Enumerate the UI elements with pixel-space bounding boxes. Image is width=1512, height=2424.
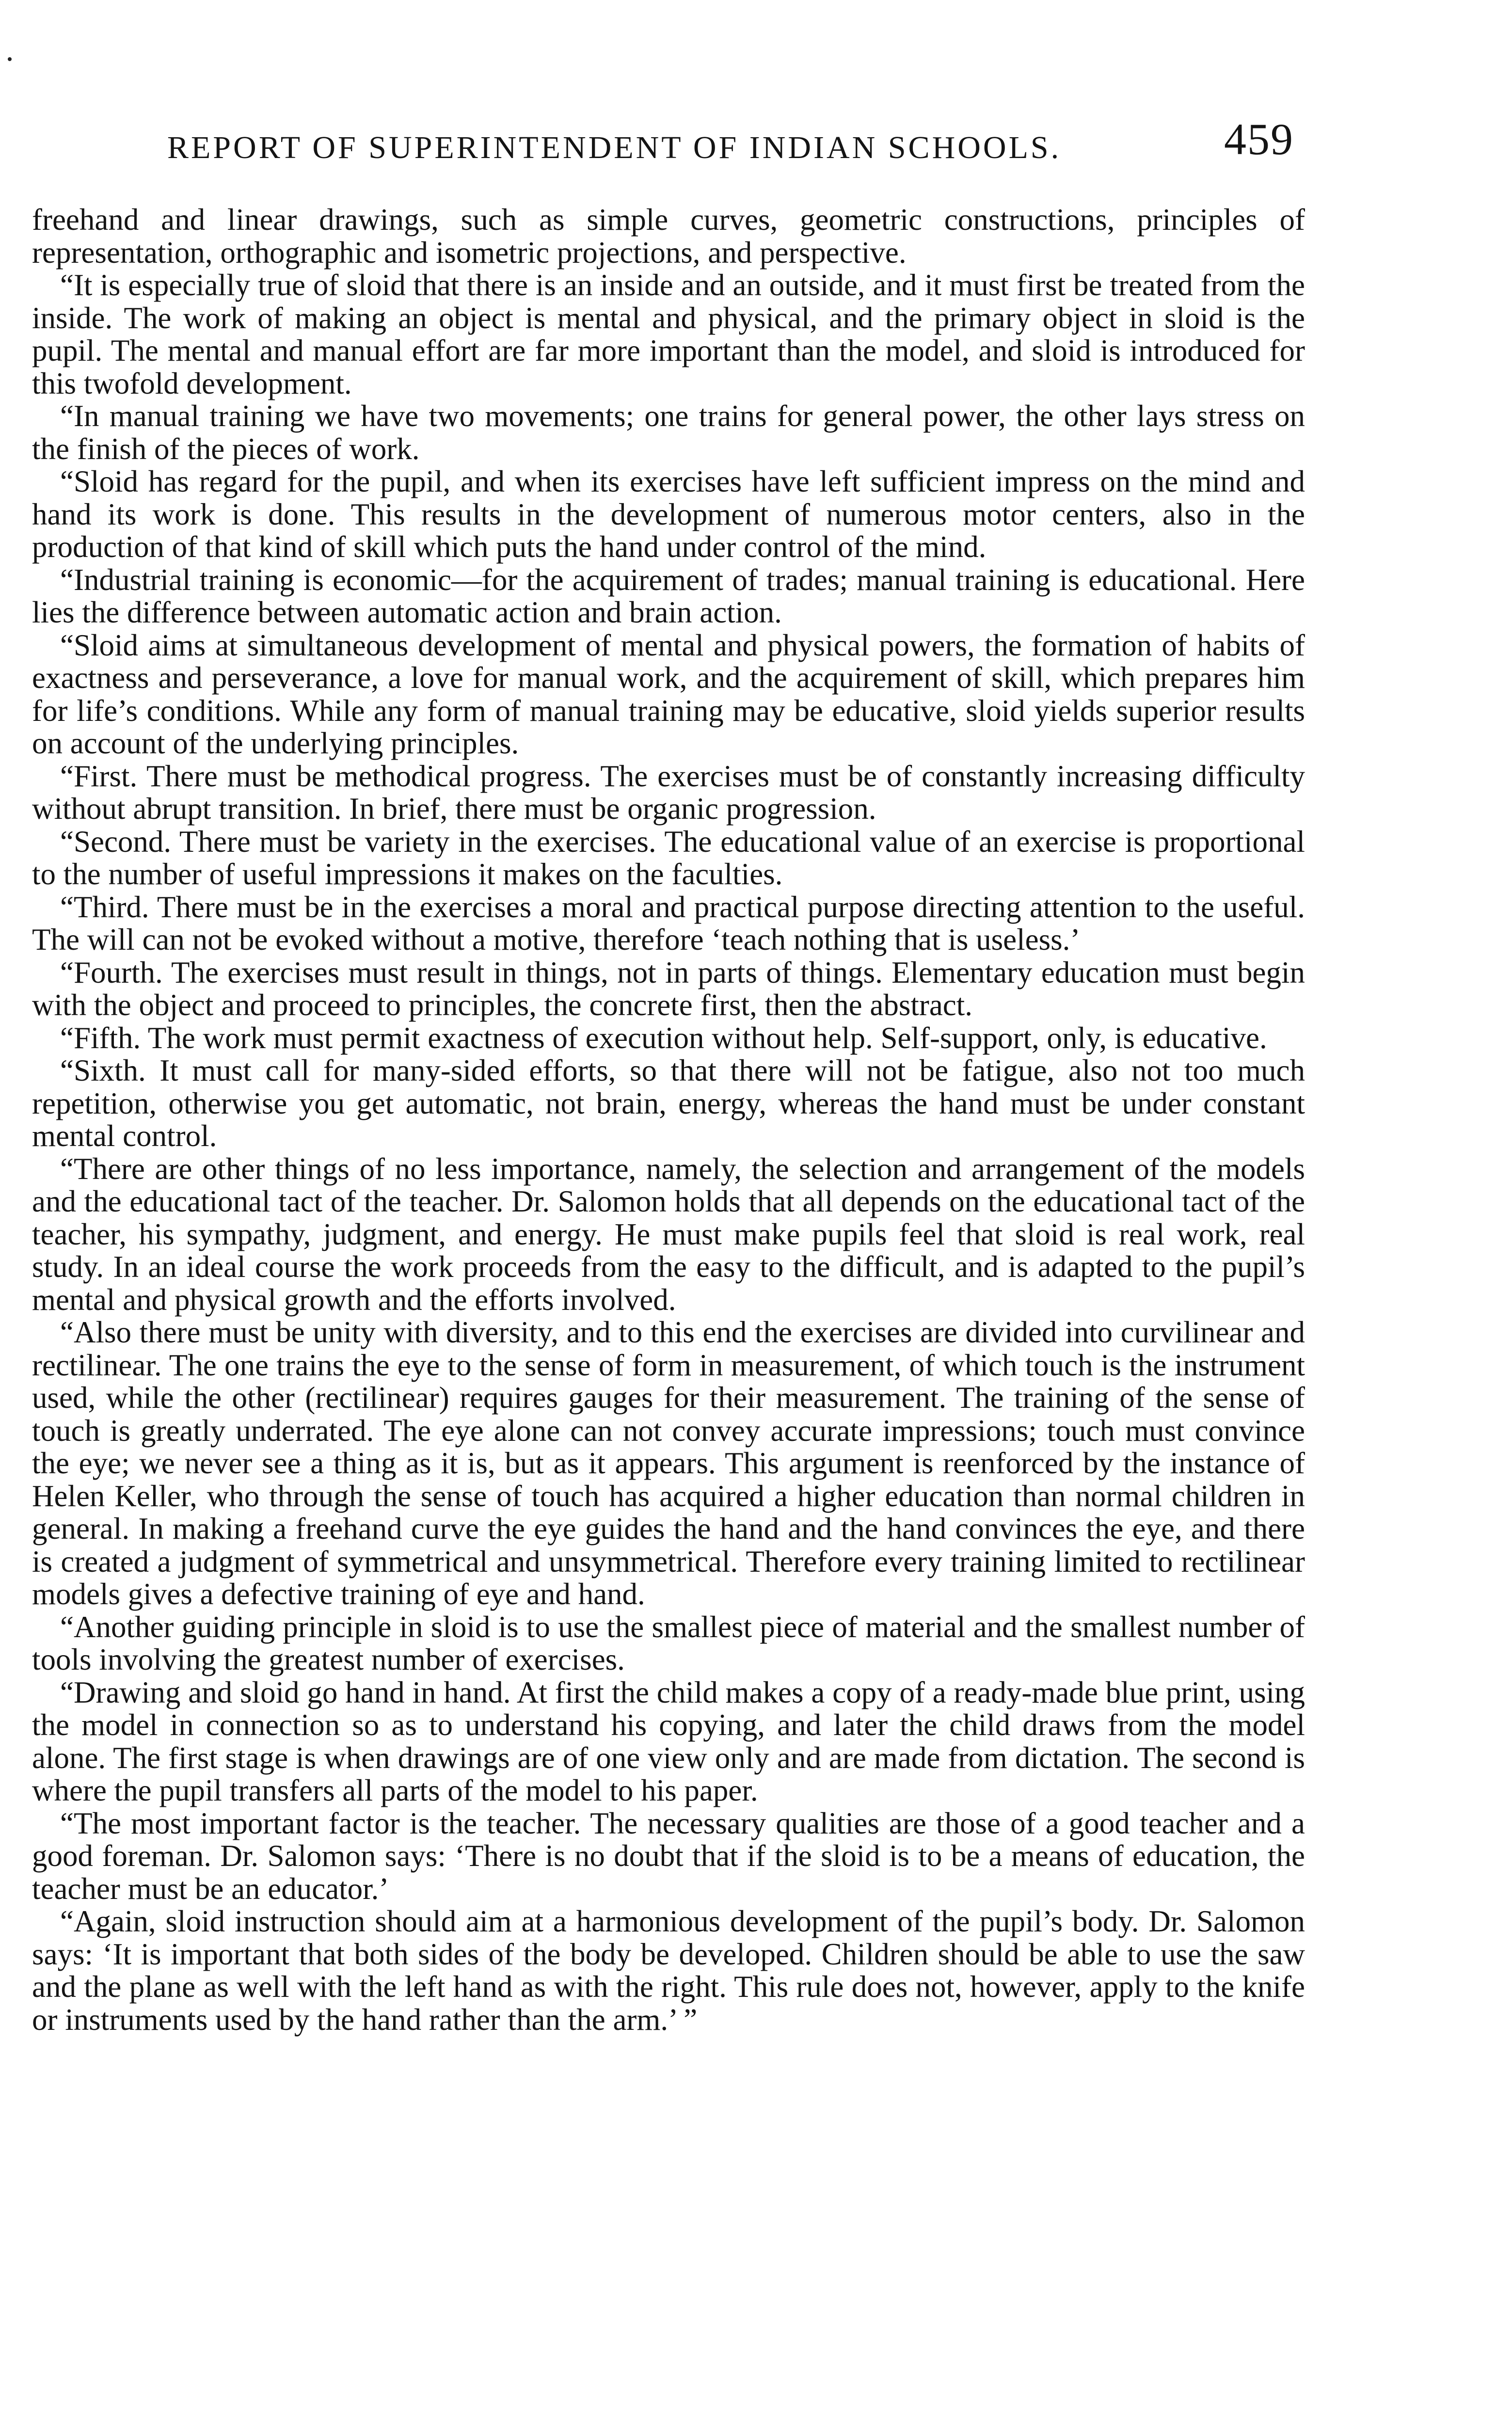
paragraph: “Another guiding principle in sloid is to use the smallest piece of material and the smallest number of tools involving the greatest number of exercises. bbox=[32, 1610, 1305, 1676]
paragraph: “Drawing and sloid go hand in hand. At first the child makes a copy of a ready-made blue print, using the model in connection so as to understand his copying, and later the child draws from the model alone. The first stage is when drawings are of one view only and are made from dictation. The second is where the pupil transfers all parts of the model to his paper. bbox=[32, 1675, 1305, 1807]
body-text bbox=[32, 204, 1305, 2036]
paragraph: “First. There must be methodical progress. The exercises must be of constantly increasing difficulty without abrupt transition. In brief, there must be organic progression. bbox=[32, 759, 1305, 826]
paragraph: “Sloid aims at simultaneous development of mental and physical powers, the formation of habits of exactness and perseverance, a love for manual work, and the acquirement of skill, which prepares him for life’s conditions. While any form of manual training may be educative, sloid yields superior results on account of the underlying principles. bbox=[32, 628, 1305, 760]
page-number: 459 bbox=[1224, 114, 1294, 164]
paragraph: “Industrial training is economic—for the acquirement of trades; manual training is educational. Here lies the difference between automatic action and brain action. bbox=[32, 562, 1305, 629]
paragraph: freehand and linear drawings, such as simple curves, geometric constructions, principles of representation, orthographic and isometric projections, and perspective. bbox=[32, 203, 1305, 270]
paragraph: “Fifth. The work must permit exactness of execution without help. Self-support, only, is educative. bbox=[60, 1021, 1267, 1055]
paragraph: “Again, sloid instruction should aim at a harmonious development of the pupil’s body. Dr. Salomon says: ‘It is important that both sides of the body be developed. Children should be able to use the saw and the plane as well with the left hand as with the right. This rule does not, however, apply to the knife or instruments used by the hand rather than the arm.’ ” bbox=[32, 1904, 1305, 2037]
paragraph: “Also there must be unity with diversity, and to this end the exercises are divided into curvilinear and rectilinear. The one trains the eye to the sense of form in measurement, of which touch is the instrument used, while the other (rectilinear) requires gauges for their measurement. The training of the sense of touch is greatly underrated. The eye alone can not convey accurate impressions; touch must convince the eye; we never see a thing as it is, but as it appears. This argument is reenforced by the instance of Helen Keller, who through the sense of touch has acquired a higher education than normal children in general. In making a freehand curve the eye guides the hand and the hand convinces the eye, and there is created a judgment of symmetrical and unsymmetrical. Therefore every training limited to rectilinear models gives a defective training of eye and hand. bbox=[32, 1315, 1305, 1611]
paragraph: “Fourth. The exercises must result in things, not in parts of things. Elementary education must begin with the object and proceed to principles, the concrete first, then the abstract. bbox=[32, 955, 1305, 1022]
running-title: REPORT OF SUPERINTENDENT OF INDIAN SCHOOLS. bbox=[167, 130, 1062, 165]
paragraph: “The most important factor is the teacher. The necessary qualities are those of a good teacher and a good foreman. Dr. Salomon says: ‘There is no doubt that if the sloid is to be a means of education, the teacher must be an educator.’ bbox=[32, 1806, 1305, 1906]
paragraph: “Sloid has regard for the pupil, and when its exercises have left sufficient impress on the mind and hand its work is done. This results in the development of numerous motor centers, also in the production of that kind of skill which puts the hand under control of the mind. bbox=[32, 464, 1305, 564]
paragraph: “In manual training we have two movements; one trains for general power, the other lays stress on the finish of the pieces of work. bbox=[32, 399, 1305, 466]
paragraph: “Second. There must be variety in the exercises. The educational value of an exercise is proportional to the number of useful impressions it makes on the faculties. bbox=[32, 824, 1305, 891]
paragraph: “Sixth. It must call for many-sided efforts, so that there will not be fatigue, also not too much repetition, otherwise you get automatic, not brain, energy, whereas the hand must be under constant mental control. bbox=[32, 1053, 1305, 1153]
paragraph: “It is especially true of sloid that there is an inside and an outside, and it must first be treated from the inside. The work of making an object is mental and physical, and the primary object in sloid is the pupil. The mental and manual effort are far more important than the model, and sloid is introduced for this twofold development. bbox=[32, 268, 1305, 400]
scan-speck bbox=[8, 57, 12, 61]
paragraph: “Third. There must be in the exercises a moral and practical purpose directing attention to the useful. The will can not be evoked without a motive, therefore ‘teach nothing that is useless.’ bbox=[32, 890, 1305, 957]
paragraph: “There are other things of no less importance, namely, the selection and arrangement of the models and the educational tact of the teacher. Dr. Salomon holds that all depends on the educational tact of the teacher, his sympathy, judgment, and energy. He must make pupils feel that sloid is real work, real study. In an ideal course the work proceeds from the easy to the difficult, and is adapted to the pupil’s mental and physical growth and the efforts involved. bbox=[32, 1151, 1305, 1317]
